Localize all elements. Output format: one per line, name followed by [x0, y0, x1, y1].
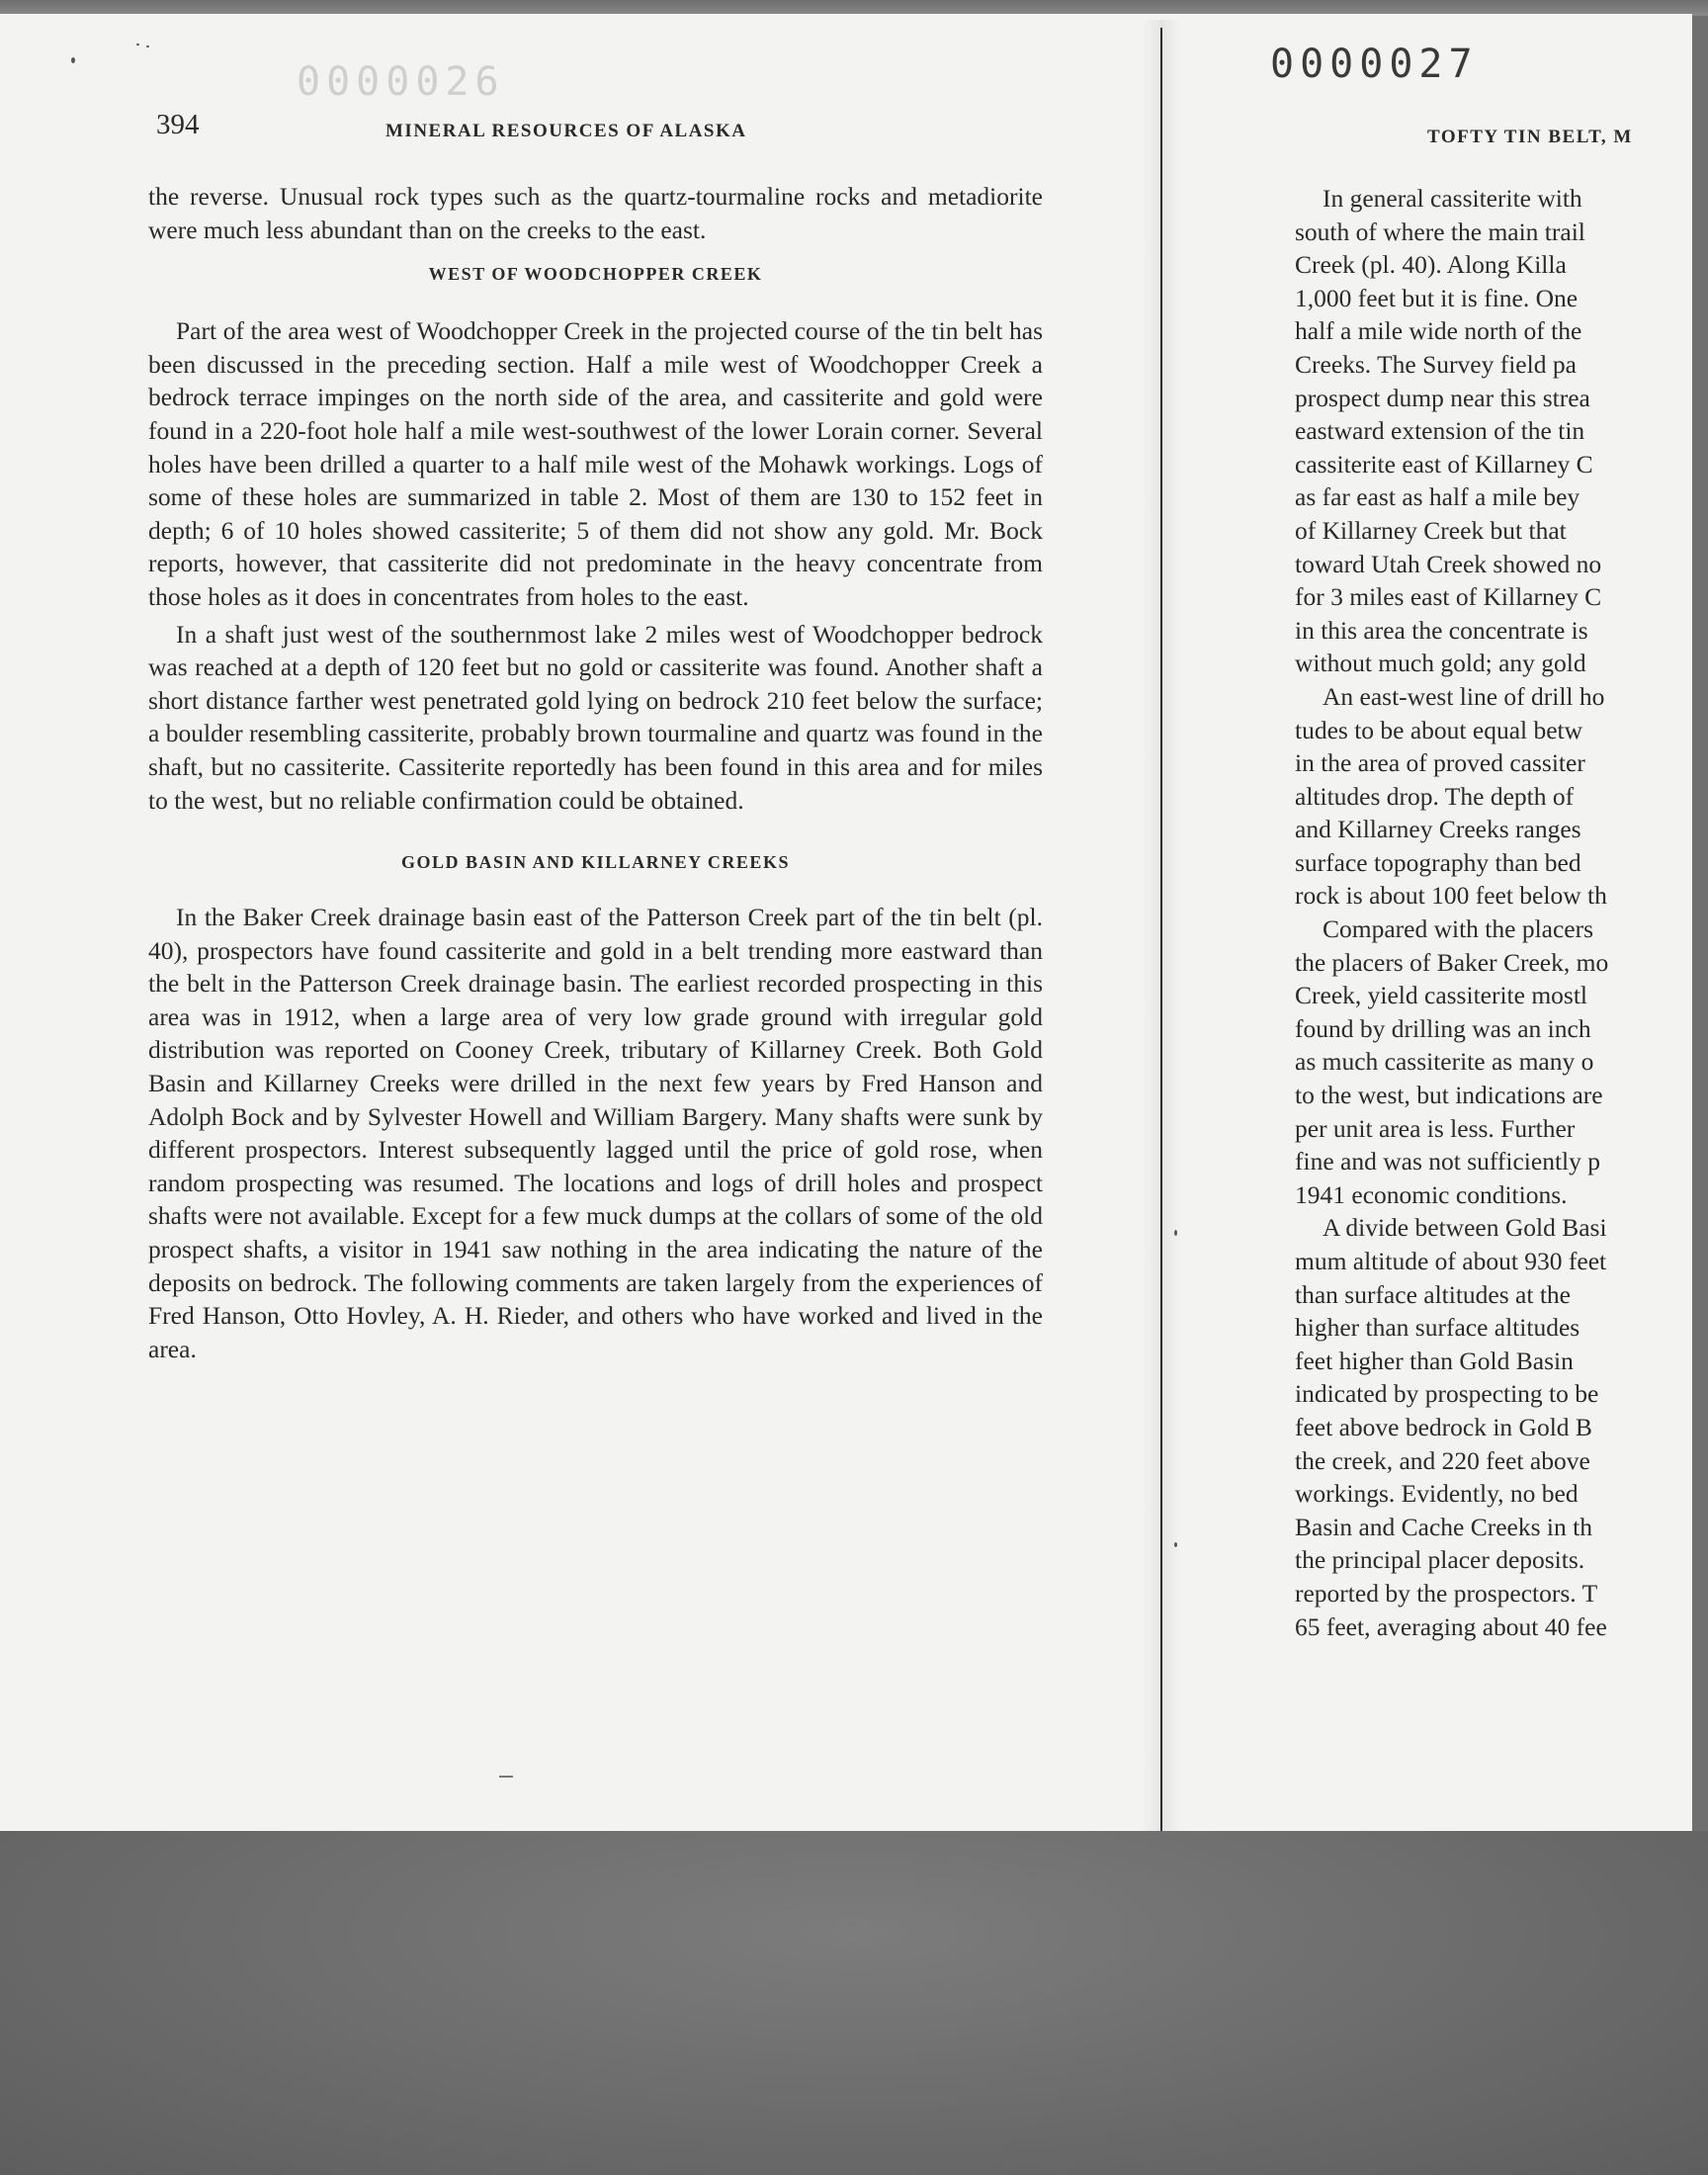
left-page-body — [148, 180, 1043, 1365]
text-line: reported by the prospectors. T — [1295, 1578, 1598, 1608]
running-head: MINERAL RESOURCES OF ALASKA — [385, 121, 747, 141]
right-page-body — [1295, 182, 1692, 1643]
text-line: 1941 economic conditions. — [1295, 1179, 1568, 1209]
body-paragraph: Part of the area west of Woodchopper Creek in the projected course of the tin belt has been discussed in the preceding section. Half a mile west of Woodchopper Creek a bedrock terrace impinges on the north side of the area, and cassiterite and gold were found in a 220-foot hole half a mile west-southwest of the lower Lorain corner. Several holes have been drilled a quarter to a half mile west of the Mohawk workings. Logs of some of these holes are summarized in table 2. Most of them are 130 to 152 feet in depth; 6 of 10 holes showed cassiterite; 5 of them did not show any gold. Mr. Bock reports, however, that cassiterite did not predominate in the heavy concentrate from those holes as it does in concentrates from holes to the east. — [148, 316, 1043, 611]
page-gutter-line — [1160, 28, 1162, 1831]
text-line: Compared with the placers — [1323, 914, 1594, 944]
text-line: eastward extension of the tin — [1295, 416, 1585, 446]
text-line: altitudes drop. The depth of — [1295, 781, 1575, 811]
text-line: toward Utah Creek showed no — [1295, 549, 1602, 578]
scan-speck — [1174, 1542, 1177, 1547]
text-line: prospect dump near this strea — [1295, 383, 1590, 412]
text-line: as far east as half a mile bey — [1295, 482, 1580, 512]
text-line: Creeks. The Survey field pa — [1295, 349, 1577, 379]
text-line: feet above bedrock in Gold B — [1295, 1412, 1592, 1441]
right-page-header — [1295, 109, 1692, 148]
text-line: rock is about 100 feet below th — [1295, 881, 1607, 911]
text-line: An east-west line of drill ho — [1323, 681, 1605, 711]
text-line: without much gold; any gold — [1295, 649, 1586, 678]
text-line: of Killarney Creek but that — [1295, 515, 1567, 545]
page-number: 394 — [156, 109, 200, 140]
faint-sheet-number: 0000026 — [297, 59, 505, 105]
text-line: the placers of Baker Creek, mo — [1295, 947, 1609, 977]
opening-paragraph: the reverse. Unusual rock types such as the quartz-tourmaline rocks and metadiorite were much less abundant than on the creeks to the east. — [148, 182, 1043, 244]
text-line: A divide between Gold Basi — [1323, 1213, 1607, 1243]
scan-speck — [1174, 1230, 1177, 1236]
body-paragraph: In a shaft just west of the southernmost lake 2 miles west of Woodchopper bedrock was reached at a depth of 120 feet but no gold or cassiterite was found. Another shaft a short distance farther west penetrated gold lying on bedrock 210 feet below the surface; a boulder resembling cassiterite, probably brown tourmaline and quartz was found in the shaft, but no cassiterite. Cassiterite reportedly has been found in this area and for miles to the west, but no reliable confirmation could be obtained. — [148, 619, 1043, 815]
text-line: cassiterite east of Killarney C — [1295, 449, 1593, 478]
text-line: mum altitude of about 930 feet — [1295, 1247, 1607, 1275]
text-line: tudes to be about equal betw — [1295, 715, 1583, 744]
text-line: south of where the main trail — [1295, 217, 1585, 246]
text-line: half a mile wide north of the — [1295, 316, 1582, 346]
scan-speck — [136, 44, 139, 45]
text-line: Creek, yield cassiterite mostl — [1295, 981, 1588, 1010]
text-line: feet higher than Gold Basin — [1295, 1346, 1574, 1375]
running-head: TOFTY TIN BELT, M — [1427, 127, 1633, 147]
text-line: Creek (pl. 40). Along Killa — [1295, 250, 1567, 280]
text-line: indicated by prospecting to be — [1295, 1379, 1599, 1409]
text-line: In general cassiterite with — [1323, 184, 1582, 213]
text-line: Basin and Cache Creeks in th — [1295, 1512, 1592, 1541]
text-line: and Killarney Creeks ranges — [1295, 815, 1581, 844]
text-line: the principal placer deposits. — [1295, 1545, 1585, 1575]
text-line: in this area the concentrate is — [1295, 615, 1588, 645]
section-heading: WEST OF WOODCHOPPER CREEK — [428, 264, 763, 285]
text-line: the creek, and 220 feet above — [1295, 1445, 1590, 1475]
text-line: than surface altitudes at the — [1295, 1279, 1571, 1309]
scanner-background — [0, 1831, 1708, 2175]
right-page — [1295, 109, 1692, 1643]
left-page-header — [148, 109, 1043, 148]
text-line: 1,000 feet but it is fine. One — [1295, 283, 1579, 312]
text-line: found by drilling was an inch — [1295, 1013, 1591, 1043]
text-line: higher than surface altitudes — [1295, 1313, 1580, 1343]
scan-speck — [71, 57, 75, 63]
left-page — [148, 109, 1043, 1365]
text-line: workings. Evidently, no bed — [1295, 1479, 1579, 1509]
text-line: fine and was not sufficiently p — [1295, 1147, 1601, 1176]
text-line: in the area of proved cassiter — [1295, 748, 1585, 778]
text-line: 65 feet, averaging about 40 fee — [1295, 1611, 1607, 1641]
text-line: surface topography than bed — [1295, 847, 1581, 877]
sheet-number-stamp: 0000027 — [1270, 42, 1479, 87]
section-heading: GOLD BASIN AND KILLARNEY CREEKS — [401, 852, 790, 873]
scan-speck — [146, 45, 149, 47]
bottom-mark — [499, 1776, 513, 1778]
text-line: for 3 miles east of Killarney C — [1295, 582, 1602, 612]
text-line: per unit area is less. Further — [1295, 1113, 1576, 1143]
text-line: as much cassiterite as many o — [1295, 1047, 1594, 1077]
body-paragraph: In the Baker Creek drainage basin east of the Patterson Creek part of the tin belt (pl. 40), prospectors have found cassiterite and gold in a belt trending more eastward than the belt in the Patterson Creek drainage basin. The earliest recorded prospecting in this area was in 1912, when a large area of very low grade ground with irregular gold distribution was reported on Cooney Creek, tributary of Killarney Creek. Both Gold Basin and Killarney Creeks were drilled in the next few years by Fred Hanson and Adolph Bock and by Sylvester Howell and William Bargery. Many shafts were sunk by different prospectors. Interest subsequently lagged until the price of gold rose, when random prospecting was resumed. The locations and logs of drill holes and prospect shafts were not available. Except for a few muck dumps at the collars of some of the old prospect shafts, a visitor in 1941 saw nothing in the area indicating the nature of the deposits on bedrock. The following comments are taken largely from the experiences of Fred Hanson, Otto Hovley, A. H. Rieder, and others who have worked and lived in the area. — [148, 903, 1043, 1363]
text-line: to the west, but indications are — [1295, 1081, 1603, 1110]
